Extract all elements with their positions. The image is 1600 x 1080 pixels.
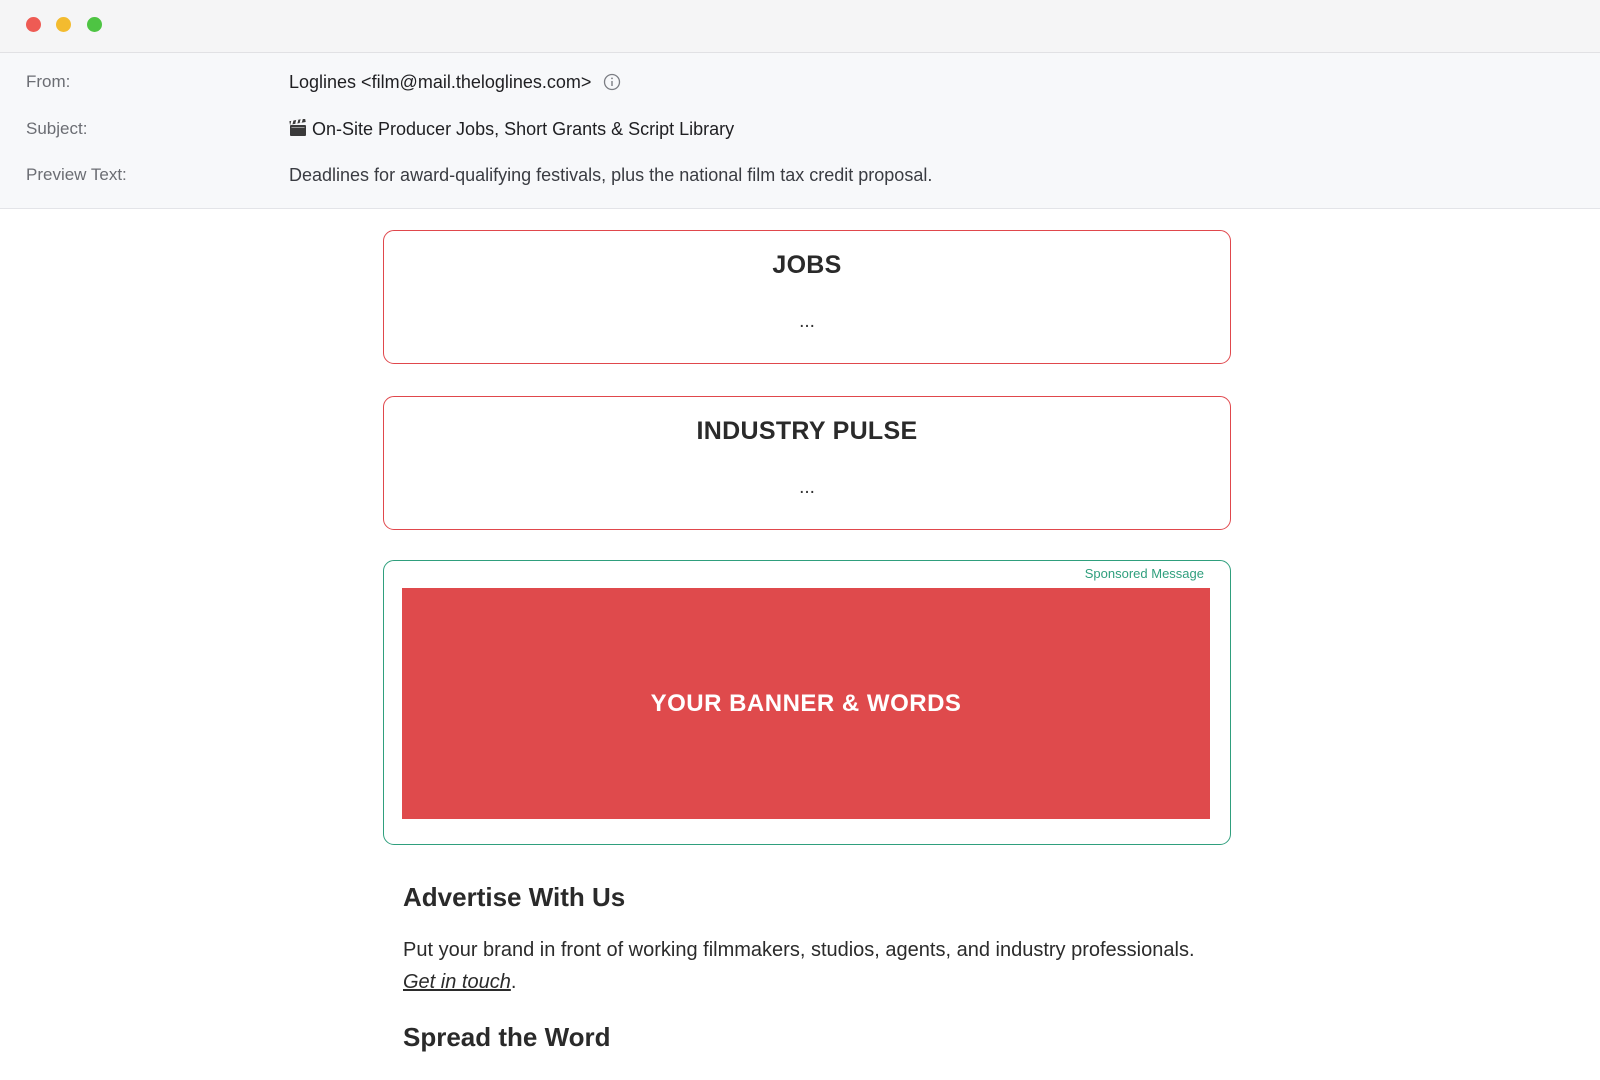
get-in-touch-link[interactable]: Get in touch bbox=[403, 971, 511, 993]
email-body bbox=[0, 210, 1600, 1080]
ad-banner-text: YOUR BANNER & WORDS bbox=[650, 689, 962, 717]
subject-row bbox=[0, 114, 1600, 144]
email-headers bbox=[0, 53, 1600, 209]
spread-heading: Spread the Word bbox=[403, 1022, 611, 1052]
subject-value bbox=[289, 114, 734, 144]
industry-pulse-section bbox=[383, 396, 1231, 530]
info-icon[interactable] bbox=[603, 73, 621, 91]
advertise-paragraph bbox=[403, 934, 1213, 998]
from-row bbox=[0, 67, 1600, 97]
maximize-window-button[interactable] bbox=[87, 17, 102, 32]
advertise-suffix: . bbox=[510, 971, 517, 993]
clapperboard-icon bbox=[289, 119, 307, 137]
preview-value: Deadlines for award-qualifying festivals, plus the national film tax credit proposal. bbox=[289, 165, 933, 185]
subject-label: Subject: bbox=[26, 119, 88, 138]
subject-text: On-Site Producer Jobs, Short Grants & Script Library bbox=[312, 119, 735, 139]
from-value bbox=[289, 67, 621, 97]
article bbox=[403, 880, 1213, 1054]
sponsored-ad-box bbox=[383, 560, 1231, 845]
jobs-section bbox=[383, 230, 1231, 364]
preview-label: Preview Text: bbox=[26, 165, 127, 184]
industry-pulse-section-title: INDUSTRY PULSE bbox=[696, 417, 918, 445]
industry-pulse-section-body: ... bbox=[799, 477, 815, 498]
advertise-text: Put your brand in front of working filmmakers, studios, agents, and industry professionals. bbox=[403, 939, 1195, 961]
from-label: From: bbox=[26, 72, 71, 91]
sender-address[interactable]: Loglines <film@mail.theloglines.com> bbox=[289, 72, 592, 92]
ad-banner[interactable] bbox=[402, 588, 1210, 819]
jobs-section-title: JOBS bbox=[772, 251, 842, 279]
preview-row bbox=[0, 160, 1600, 190]
minimize-window-button[interactable] bbox=[56, 17, 71, 32]
jobs-section-body: ... bbox=[799, 311, 815, 332]
advertise-heading: Advertise With Us bbox=[403, 882, 626, 912]
window-titlebar bbox=[0, 0, 1600, 53]
close-window-button[interactable] bbox=[26, 17, 41, 32]
sponsored-label: Sponsored Message bbox=[1084, 566, 1204, 581]
